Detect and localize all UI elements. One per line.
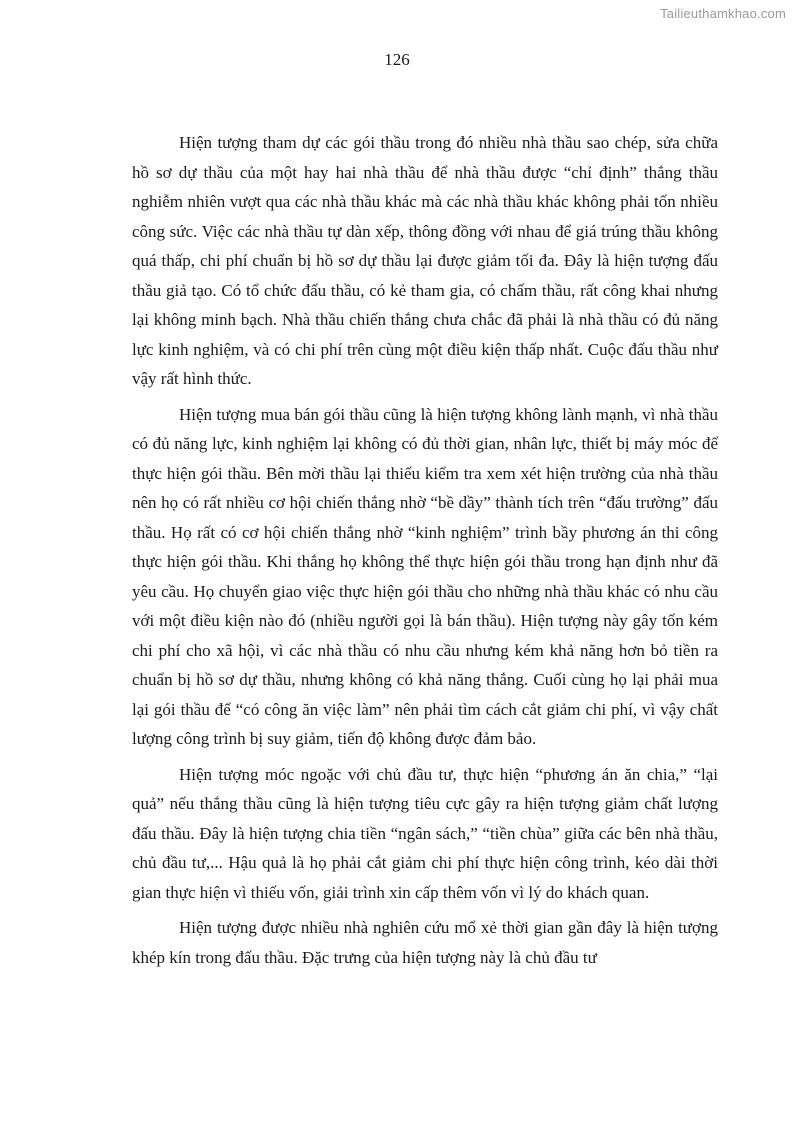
document-body xyxy=(132,128,718,978)
paragraph: Hiện tượng mua bán gói thầu cũng là hiện tượng không lành mạnh, vì nhà thầu có đủ năng lực, kinh nghiệm lại không có đủ thời gian, nhân lực, thiết bị máy móc để thực hiện gói thầu. Bên mời thầu lại thiếu kiểm tra xem xét hiện trường của nhà thầu nên họ có rất nhiều cơ hội chiến thắng nhờ “bề dầy” thành tích trên “đấu trường” đấu thầu. Họ rất có cơ hội chiến thắng nhờ “kinh nghiệm” trình bầy phương án thi công thực hiện gói thầu. Khi thắng họ không thể thực hiện gói thầu trong hạn định như đã yêu cầu. Họ chuyển giao việc thực hiện gói thầu cho những nhà thầu khác có nhu cầu với một điều kiện nào đó (nhiều người gọi là bán thầu). Hiện tượng này gây tốn kém chi phí cho xã hội, vì các nhà thầu có nhu cầu nhưng kém khả năng hơn bỏ tiền ra chuẩn bị hồ sơ dự thầu, nhưng không có khả năng thắng. Cuối cùng họ lại phải mua lại gói thầu để “có công ăn việc làm” nên phải tìm cách cắt giảm chi phí, vì vậy chất lượng công trình bị suy giảm, tiến độ không được đảm bảo. xyxy=(132,404,718,748)
paragraph: Hiện tượng móc ngoặc với chủ đầu tư, thực hiện “phương án ăn chia,” “lại quả” nếu thắng thầu cũng là hiện tượng tiêu cực gây ra hiện tượng giảm chất lượng đấu thầu. Đây là hiện tượng chia tiền “ngân sách,” “tiền chùa” giữa các bên nhà thầu, chủ đầu tư,... Hậu quả là họ phải cắt giảm chi phí thực hiện công trình, kéo dài thời gian thực hiện vì thiếu vốn, giải trình xin cấp thêm vốn vì lý do khách quan. xyxy=(132,764,718,902)
paragraph: Hiện tượng được nhiều nhà nghiên cứu mổ xẻ thời gian gần đây là hiện tượng khép kín trong đấu thầu. Đặc trưng của hiện tượng này là chủ đầu tư xyxy=(132,918,718,967)
paragraph: Hiện tượng tham dự các gói thầu trong đó nhiều nhà thầu sao chép, sửa chữa hồ sơ dự thầu của một hay hai nhà thầu để nhà thầu được “chỉ định” thắng thầu nghiễm nhiên vượt qua các nhà thầu khác mà các nhà thầu khác không phải tốn nhiều công sức. Việc các nhà thầu tự dàn xếp, thông đồng với nhau để giá trúng thầu không quá thấp, chi phí chuẩn bị hồ sơ dự thầu lại được giảm tối đa. Đây là hiện tượng đấu thầu giả tạo. Có tổ chức đấu thầu, có kẻ tham gia, có chấm thầu, rất công khai nhưng lại không minh bạch. Nhà thầu chiến thắng chưa chắc đã phải là nhà thầu có đủ năng lực kinh nghiệm, và có chi phí trên cùng một điều kiện thấp nhất. Cuộc đấu thầu như vậy rất hình thức. xyxy=(132,133,718,388)
page-number: 126 xyxy=(384,50,410,69)
watermark: Tailieuthamkhao.com xyxy=(660,6,786,21)
